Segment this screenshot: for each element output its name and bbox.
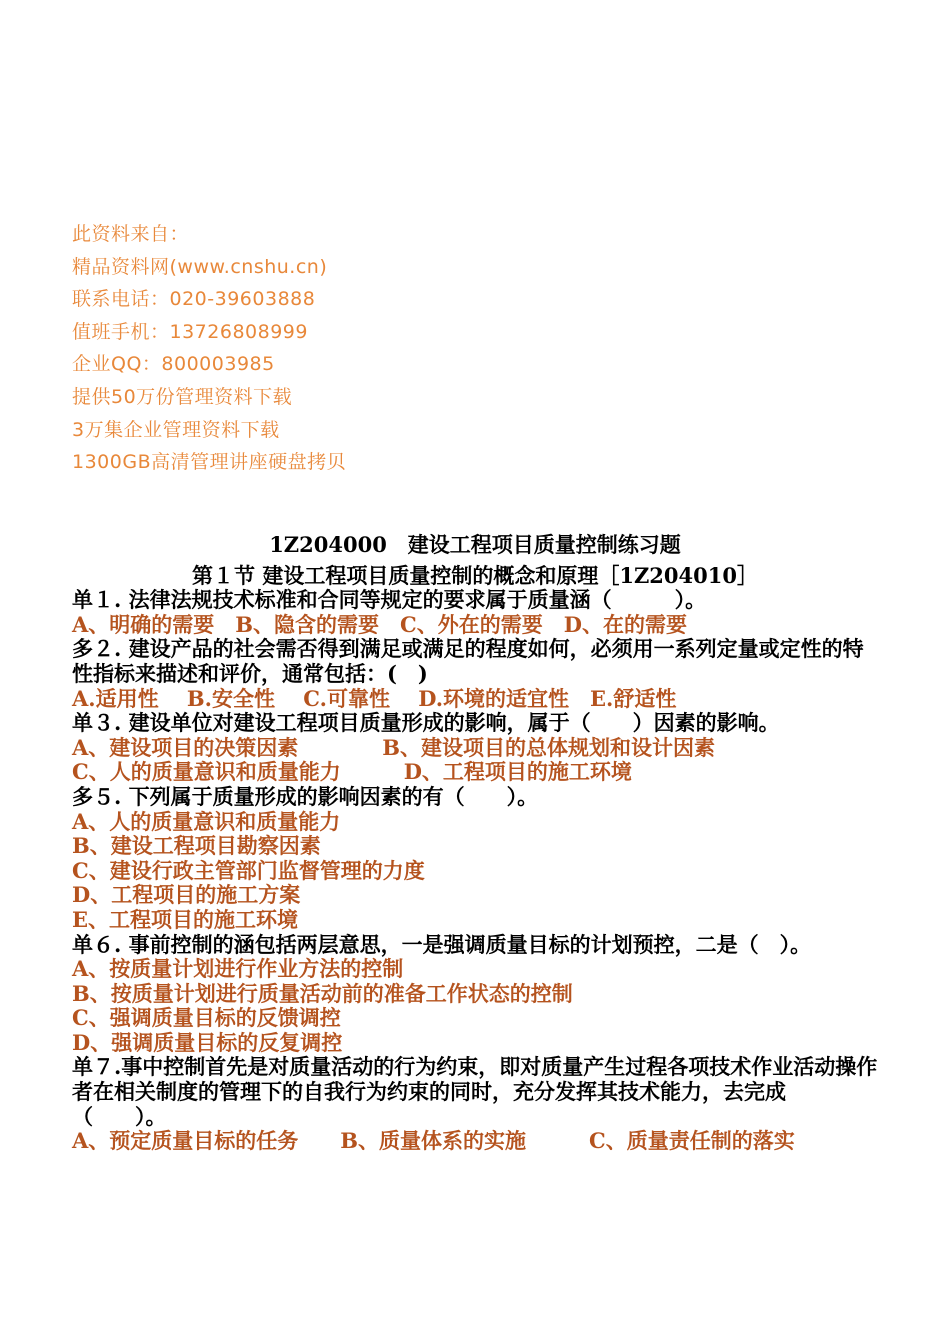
ad-line: 精品资料网(www.cnshu.cn) (72, 255, 328, 278)
ad-line: 1300GB高清管理讲座硬盘拷贝 (72, 451, 347, 474)
ad-line: 提供50万份管理资料下载 (72, 385, 293, 408)
ad-line: 值班手机：13726808999 (72, 320, 308, 343)
question-1-options: A、明确的需要 B、隐含的需要 C、外在的需要 D、在的需要 (72, 611, 687, 637)
question-1: 单１. 法律法规技术标准和合同等规定的要求属于质量涵（ ）。 (72, 587, 707, 613)
section-heading: 第１节 建设工程项目质量控制的概念和原理［1Z204010］ (192, 562, 758, 588)
question-2: 多２. 建设产品的社会需否得到满足或满足的程度如何，必须用一系列定量或定性的特性指标来描述和评价，通常包括：( ) (72, 636, 864, 686)
question-6-option-b: B、按质量计划进行质量活动前的准备工作状态的控制 (72, 980, 573, 1006)
question-7: 单７.事中控制首先是对质量活动的行为约束，即对质量产生过程各项技术作业活动操作者在相关制度的管理下的自我行为约束的同时，充分发挥其技术能力，去完成（ ）。 (72, 1054, 878, 1129)
exercise-content (72, 533, 878, 1154)
question-5-option-c: C、建设行政主管部门监督管理的力度 (72, 857, 425, 883)
question-6: 单６. 事前控制的涵包括两层意思，一是强调质量目标的计划预控，二是（ ）。 (72, 931, 812, 957)
question-3-options: C、人的质量意识和质量能力 D、工程项目的施工环境 (72, 759, 632, 785)
question-5-option-a: A、人的质量意识和质量能力 (72, 808, 341, 834)
question-5: 多５. 下列属于质量形成的影响因素的有（ ）。 (72, 783, 539, 809)
question-5-option-e: E、工程项目的施工环境 (72, 906, 299, 932)
ad-line: 此资料来自： (72, 223, 190, 245)
question-3: 单３. 建设单位对建设工程项目质量形成的影响，属于（ ）因素的影响。 (72, 710, 780, 736)
question-2-options: A.适用性 B.安全性 C.可靠性 D.环境的适宜性 E.舒适性 (72, 685, 677, 711)
ad-line: 3万集企业管理资料下载 (72, 418, 280, 441)
question-6-option-c: C、强调质量目标的反馈调控 (72, 1005, 341, 1031)
document-title: 1Z204000 建设工程项目质量控制练习题 (269, 532, 681, 557)
ad-line: 联系电话：020-39603888 (72, 288, 316, 311)
question-6-option-d: D、强调质量目标的反复调控 (72, 1029, 343, 1055)
question-5-option-b: B、建设工程项目勘察因素 (72, 833, 321, 859)
question-5-option-d: D、工程项目的施工方案 (72, 882, 301, 908)
question-6-option-a: A、按质量计划进行作业方法的控制 (72, 956, 404, 982)
question-3-options: A、建设项目的决策因素 B、建设项目的总体规划和设计因素 (72, 734, 716, 760)
ad-line: 企业QQ：800003985 (72, 353, 275, 376)
source-ad-block (72, 218, 346, 479)
question-7-options: A、预定质量目标的任务 B、质量体系的实施 C、质量责任制的落实 (72, 1128, 795, 1154)
